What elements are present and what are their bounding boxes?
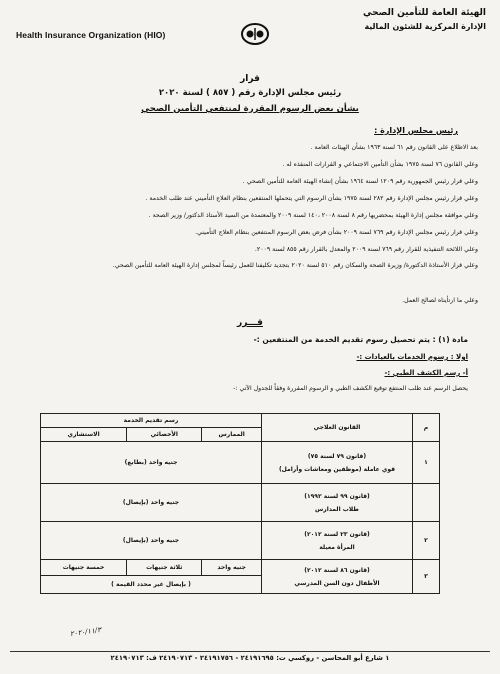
row-law xyxy=(262,484,413,522)
row-fee-consultant: خمسة جنيهات xyxy=(41,560,127,576)
row-fee-clinic: جنيه واحد xyxy=(202,560,262,576)
table-intro: يحصل الرسم عند طلب المنتفع توقيع الكشف الطبي و الرسوم المقررة وفقاً للجدول الآتي :- xyxy=(233,385,468,392)
preamble-item: وعلي اللائحة التنفيذية للقرار رقم ٧٦٩ لسنة ٢٠٠٩ والمعدل بالقرار رقم ٨٥٥ لسنة ٢٠٠٩. xyxy=(254,246,478,253)
col-header-specialist: الأخصائي xyxy=(127,428,202,442)
preamble-item: وعلي ما ارتأيناه لصالح العمل. xyxy=(402,297,478,304)
preamble-heading: رئيس مجلس الإدارة : xyxy=(374,126,458,135)
preamble-item: وعلي القانون ٧٦ لسنة ١٩٧٥ بشأن التأمين الاجتماعي و القرارات المنفذه له . xyxy=(282,161,478,168)
decision-subject: بشأن بعض الرسوم المقررة لمنتفعي التأمين الصحي xyxy=(141,104,359,114)
table-row xyxy=(41,442,440,484)
row-num: ١ xyxy=(413,442,440,484)
decision-number: رئيس مجلس الإدارة رقم ( ٨٥٧ ) لسنة ٢٠٢٠ xyxy=(158,88,342,98)
article-1: مادة (١) : يتم تحصيل رسوم تقديم الخدمة من المنتفعين :- xyxy=(253,335,468,344)
row-law xyxy=(262,522,413,560)
row-desc: الأطفال دون السن المدرسي xyxy=(294,579,380,587)
section-sub-a: أ- رسم الكشف الطبي :- xyxy=(384,369,468,377)
preamble-item: وعلي قرار الأستاذة الدكتورة/ وزيرة الصحة والسكان رقم ٥١٠ لسنة ٢٠٢٠ بتجديد تكليفنا للعمل رئيساً لمجلس إدارة الهيئة العامة للتأمين الصحي. xyxy=(112,262,478,269)
row-law-ref: (قانون ٩٩ لسنة ١٩٩٢) xyxy=(304,492,370,500)
preamble-item: وعلي قرار رئيس مجلس الإدارة رقم ٢٨٢ لسنة ١٩٧٥ بشأن الرسوم التي يتحملها المنتفعين بنظام العلاج التأميني عند طلب الخدمة . xyxy=(145,195,478,202)
row-law-ref: (قانون ٨٦ لسنة ٢٠١٢) xyxy=(304,566,370,574)
row-fee: جنيه واحد (بطابع) xyxy=(41,442,262,484)
decision-title: قرار xyxy=(240,74,260,84)
row-law xyxy=(262,442,413,484)
row-desc: طلاب المدارس xyxy=(315,505,359,513)
col-header-law: القانون العلاجي xyxy=(262,414,413,442)
table-row xyxy=(41,484,440,522)
col-header-consultant: الاستشاري xyxy=(41,428,127,442)
table-row xyxy=(41,522,440,560)
row-law-ref: (قانون ٢٣ لسنة ٢٠١٢) xyxy=(304,530,370,538)
preamble-item: وعلي قرار رئيس الجمهورية رقم ١٢٠٩ لسنة ١٩٦٤ بشأن إنشاء الهيئة العامة للتأمين الصحي . xyxy=(242,178,478,185)
org-ar-line1: الهيئة العامة للتأمين الصحي xyxy=(363,8,486,18)
org-name-arabic xyxy=(326,6,486,34)
hio-logo-icon xyxy=(240,22,270,46)
org-ar-line2: الإدارة المركزية للشئون المالية xyxy=(364,22,486,31)
section-first: اولا : رسوم الخدمات بالعيادات :- xyxy=(356,353,468,361)
col-header-clinic: الممارس xyxy=(202,428,262,442)
footer-address: ١ شارع أبو المحاسن - روكسي ت: ٢٤١٩١٦٩٥ - ٢٤١٩١٧٥٦ - ٢٤١٩٠٧١٣ ف: ٢٤١٩٠٧١٣ xyxy=(10,651,490,662)
preamble-item: وعلي قرار رئيس مجلس الإدارة رقم ٧٦٩ لسنة ٢٠٠٩ بشأن فرض بعض الرسوم المنتفعين بنظام العلاج التأميني. xyxy=(195,229,478,236)
row-fee-note: ( بإيصال غير محدد القيمة ) xyxy=(41,576,262,594)
row-fee: جنيه واحد (بإيصال) xyxy=(41,522,262,560)
row-fee: جنيه واحد (بإيصال) xyxy=(41,484,262,522)
table-row xyxy=(41,560,440,576)
col-header-fee-group: رسم تقديم الخدمة xyxy=(41,414,262,428)
row-law-ref: (قانون ٧٩ لسنة ٧٥) xyxy=(307,452,367,460)
row-law xyxy=(262,560,413,594)
row-desc: المرأة معيلة xyxy=(319,543,355,551)
fees-table xyxy=(40,413,440,594)
preamble-item: وعلي موافقة مجلس إدارة الهيئة بمحضريها رقم ٨ لسنة ٢٠٠٨ ،١٤٠ لسنة ٢٠٠٩ والمعتمدة من السيد الأستاذ الدكتور/ وزير الصحة . xyxy=(148,212,478,219)
org-name-english: Health Insurance Organization (HIO) xyxy=(16,30,166,40)
row-desc: قوي عاملة (موظفين ومعاشات وأرامل) xyxy=(278,465,396,473)
handwritten-signature: ٢٠٢٠/١١/٣ xyxy=(69,625,102,639)
col-header-num: م xyxy=(413,414,440,442)
row-fee-specialist: ثلاثة جنيهات xyxy=(127,560,202,576)
preamble-item: بعد الاطلاع على القانون رقم ٦١ لسنة ١٩٦٣ بشأن الهيئات العامة . xyxy=(310,144,478,151)
row-num xyxy=(413,484,440,522)
row-num: ٢ xyxy=(413,522,440,560)
decision-heading: قـــرر xyxy=(237,318,263,328)
row-num: ٣ xyxy=(413,560,440,594)
